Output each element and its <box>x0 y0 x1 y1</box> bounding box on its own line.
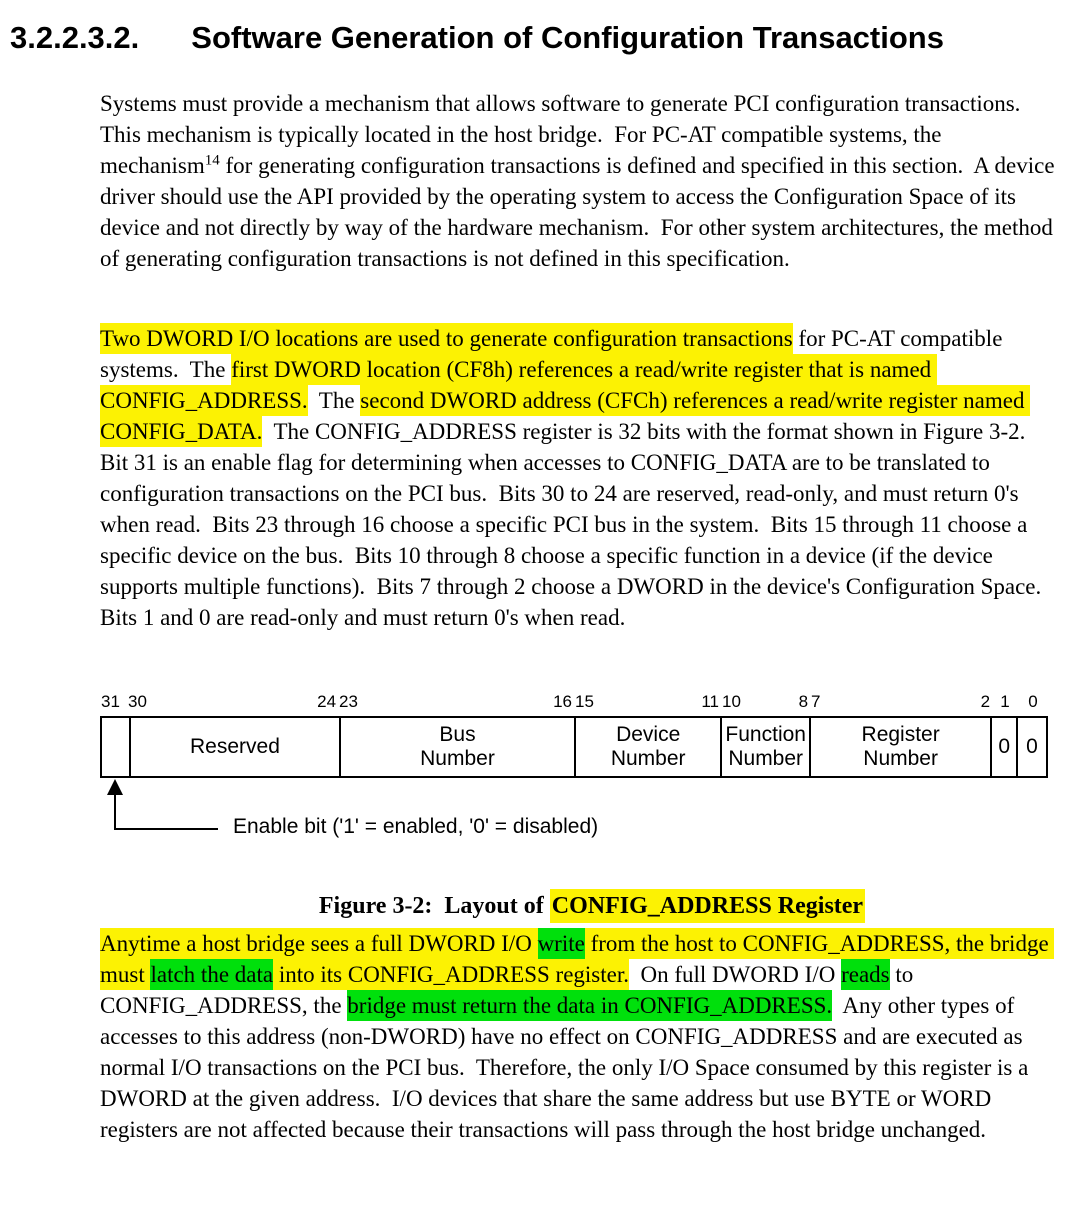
bit-label-cell-zero-bit-0 <box>1018 690 1048 712</box>
bit-number: 7 <box>811 692 821 711</box>
bit-label-cell-register-number <box>810 690 992 712</box>
section-number: 3.2.2.3.2. <box>10 20 140 55</box>
highlighted-text-green: latch the data <box>150 959 273 990</box>
register-field-zero-bit-1 <box>990 718 1016 776</box>
register-field-label: Number <box>610 747 686 770</box>
text-run: Any other types of accesses to this address (non-DWORD) have no effect on CONFIG_ADDRESS and are executed as normal I/O transactions on the PCI bus. Therefore, the only I/O Space consumed by this register is a DWORD at the given address. I/O devices that share the same address but use BYTE or WORD registers are not affected because their transactions will pass through the host bridge unchanged. <box>100 993 1035 1142</box>
highlighted-text-yellow: Anytime a host bridge sees a full DWORD I/O <box>100 928 538 959</box>
text-run: Systems must provide a mechanism that allows software to generate PCI configuration transactions. This mechanism is typically located in the host bridge. For PC-AT compatible systems, the mechanism <box>100 91 1032 178</box>
bit-number: 23 <box>339 692 358 711</box>
register-field-enable <box>102 718 129 776</box>
register-field-label: Device <box>616 723 681 746</box>
register-field-label: Number <box>420 747 495 770</box>
register-field-zero-bit-0 <box>1016 718 1046 776</box>
bit-number: 2 <box>980 692 991 711</box>
footnote-reference: 14 <box>204 152 220 169</box>
register-field-function-number <box>720 718 809 776</box>
paragraph-intro <box>100 88 1061 274</box>
enable-bit-arrow-vline <box>114 791 116 830</box>
figure-caption-highlight: CONFIG_ADDRESS Register <box>550 889 865 923</box>
highlighted-text-yellow: first DWORD location (CF8h) references a read/write register that is named CONFIG_ADDRESS. <box>100 354 937 416</box>
section-heading <box>10 20 944 56</box>
enable-bit-note: Enable bit ('1' = enabled, '0' = disabled) <box>233 815 599 838</box>
bit-number: 0 <box>1028 692 1038 711</box>
highlighted-text-green: reads <box>841 959 890 990</box>
bit-number: 10 <box>722 692 741 711</box>
text-run: for generating configuration transactions is defined and specified in this section. A device driver should use the API provided by the operating system to access the Configuration Space of its device and not directly by way of the hardware mechanism. For other system architectures, the method of generating configuration transactions is not defined in this specification. <box>100 153 1061 271</box>
text-run: to CONFIG_ADDRESS, the <box>100 962 919 1018</box>
text-run: The CONFIG_ADDRESS register is 32 bits with the format shown in Figure 3-2. Bit 31 is an enable flag for determining when accesses to CONFIG_DATA are to be translated to configuration transactions on the PCI bus. Bits 30 to 24 are reserved, read-only, and must return 0's when read. Bits 23 through 16 choose a specific PCI bus in the system. Bits 15 through 11 choose a specific device on the bus. Bits 10 through 8 choose a specific function in a device (if the device supports multiple functions). Bits 7 through 2 choose a DWORD in the device's Configuration Space. Bits 1 and 0 are read-only and must return 0's when read. <box>100 419 1053 630</box>
register-field-label: Number <box>728 747 804 770</box>
bit-label-cell-function-number <box>721 690 810 712</box>
register-field-label: 0 <box>1026 735 1038 758</box>
highlighted-text-yellow: into its CONFIG_ADDRESS register. <box>273 959 629 990</box>
enable-bit-callout <box>100 778 1048 838</box>
register-field-label: Function <box>725 723 806 746</box>
bit-label-cell-bus-number <box>338 690 574 712</box>
highlighted-text-yellow: second DWORD address (CFCh) references a read/write register named CONFIG_DATA. <box>100 385 1030 447</box>
bit-number: 31 <box>101 692 120 711</box>
enable-bit-arrow-hline <box>114 828 218 830</box>
text-run: On full DWORD I/O <box>628 962 842 987</box>
bit-label-cell-device-number <box>574 690 721 712</box>
register-field-label: Number <box>863 747 938 770</box>
paragraph-dword-locations <box>100 323 1057 633</box>
highlighted-text-yellow: from the host to CONFIG_ADDRESS, the bridge must <box>100 928 1054 990</box>
register-field-label: Bus <box>439 723 476 746</box>
text-run: for PC-AT compatible systems. The <box>100 326 1009 382</box>
figure-caption-prefix: Figure 3-2: Layout of <box>318 893 550 919</box>
register-field-label: Register <box>861 723 940 746</box>
highlighted-text-yellow: Two DWORD I/O locations are used to generate configuration transactions <box>100 323 793 354</box>
register-field-register-number <box>809 718 990 776</box>
highlighted-text-green: bridge must return the data in CONFIG_ADDRESS. <box>347 990 832 1021</box>
register-field-cells <box>100 716 1048 778</box>
register-field-bus-number <box>339 718 574 776</box>
bit-number: 8 <box>798 692 809 711</box>
bit-number: 30 <box>128 692 147 711</box>
bit-label-cell-zero-bit-1 <box>992 690 1018 712</box>
register-field-label: Reserved <box>190 735 280 758</box>
section-title: Software Generation of Configuration Transactions <box>191 20 944 55</box>
bit-label-cell-enable <box>100 690 127 712</box>
text-run: The <box>307 388 361 413</box>
bit-number: 11 <box>701 692 720 711</box>
paragraph-bridge-behavior <box>100 928 1057 1145</box>
bit-number: 16 <box>553 692 572 711</box>
bit-number: 1 <box>1000 692 1010 711</box>
highlighted-text-green: write <box>538 928 585 959</box>
figure-config-address-register <box>100 690 1048 947</box>
bit-number: 15 <box>574 692 594 711</box>
register-field-reserved <box>129 718 339 776</box>
register-field-device-number <box>574 718 720 776</box>
bit-number: 24 <box>317 692 337 711</box>
register-field-label: 0 <box>998 735 1011 758</box>
register-bit-labels <box>100 690 1048 712</box>
bit-label-cell-reserved <box>127 690 338 712</box>
